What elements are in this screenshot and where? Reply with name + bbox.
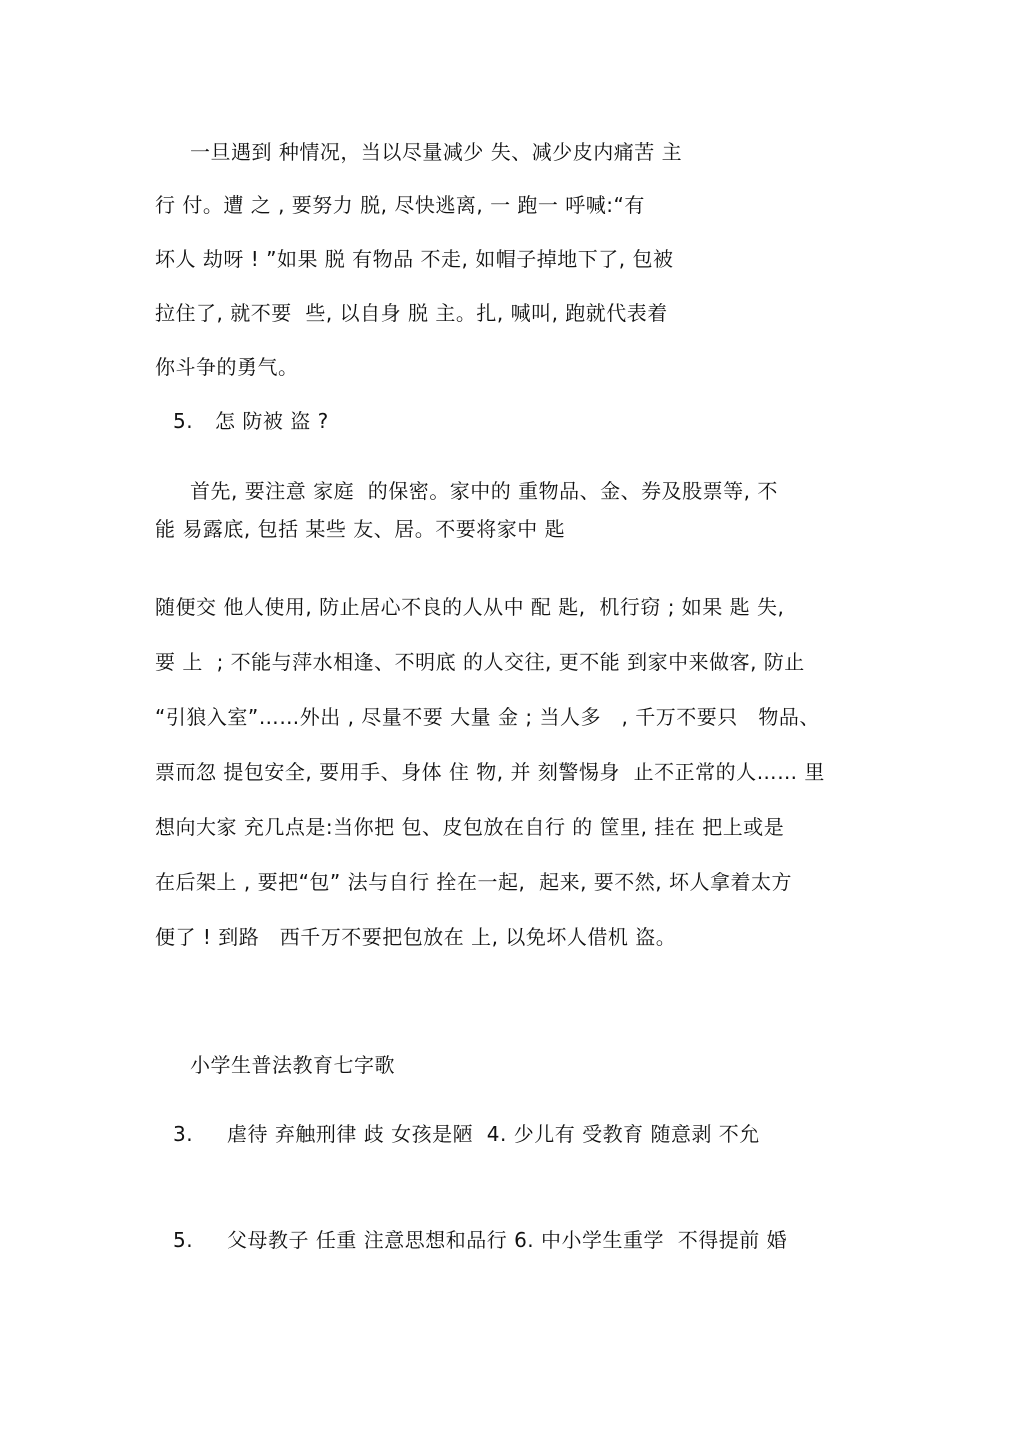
poem-title: 小学生普法教育七字歌: [190, 1053, 395, 1077]
paragraph-line: 你斗争的勇气。: [155, 355, 299, 379]
paragraph-line: 坏人 劫呀 ! ”如果 脱 有物品 不走, 如帽子掉地下了, 包被: [155, 247, 674, 271]
paragraph-line: 想向大家 充几点是:当你把 包、皮包放在自行 的 筐里, 挂在 把上或是: [155, 815, 785, 839]
paragraph-line: 便了 ! 到路 西千万不要把包放在 上, 以免坏人借机 盗。: [155, 925, 677, 949]
paragraph-line: 在后架上 , 要把“包” 法与自行 拴在一起, 起来, 要不然, 坏人拿着太方: [155, 870, 793, 894]
paragraph-line: 拉住了, 就不要 些, 以自身 脱 主。扎, 喊叫, 跑就代表着: [155, 301, 668, 325]
section-heading: 怎 防被 盗 ?: [215, 409, 329, 433]
paragraph-line: 首先, 要注意 家庭 的保密。家中的 重物品、金、券及股票等, 不: [190, 479, 778, 503]
paragraph-line: 能 易露底, 包括 某些 友、居。不要将家中 匙: [155, 517, 566, 541]
paragraph-line: “引狼入室”……外出 , 尽量不要 大量 金 ; 当人多 , 千万不要只 物品、: [155, 705, 820, 729]
paragraph-line: 随便交 他人使用, 防止居心不良的人从中 配 匙, 机行窃 ; 如果 匙 失,: [155, 595, 785, 619]
paragraph-line: 票而忽 提包安全, 要用手、身体 住 物, 并 刻警惕身 止不正常的人…… 里: [155, 760, 825, 784]
section-number: 5.: [173, 409, 194, 433]
paragraph-line: 要 上 ; 不能与萍水相逢、不明底 的人交往, 更不能 到家中来做客, 防止: [155, 650, 805, 674]
poem-item-number: 5.: [173, 1228, 194, 1252]
poem-item-number: 3.: [173, 1122, 194, 1146]
poem-item-text: 虐待 弃触刑律 歧 女孩是陋 4. 少儿有 受教育 随意剥 不允: [227, 1122, 760, 1146]
poem-item-text: 父母教子 任重 注意思想和品行 6. 中小学生重学 不得提前 婚: [227, 1228, 788, 1252]
paragraph-line: 一旦遇到 种情况，当以尽量减少 失、减少皮内痛苦 主: [190, 140, 683, 164]
paragraph-line: 行 付。遭 之 , 要努力 脱, 尽快逃离, 一 跑一 呼喊:“有: [155, 193, 645, 217]
